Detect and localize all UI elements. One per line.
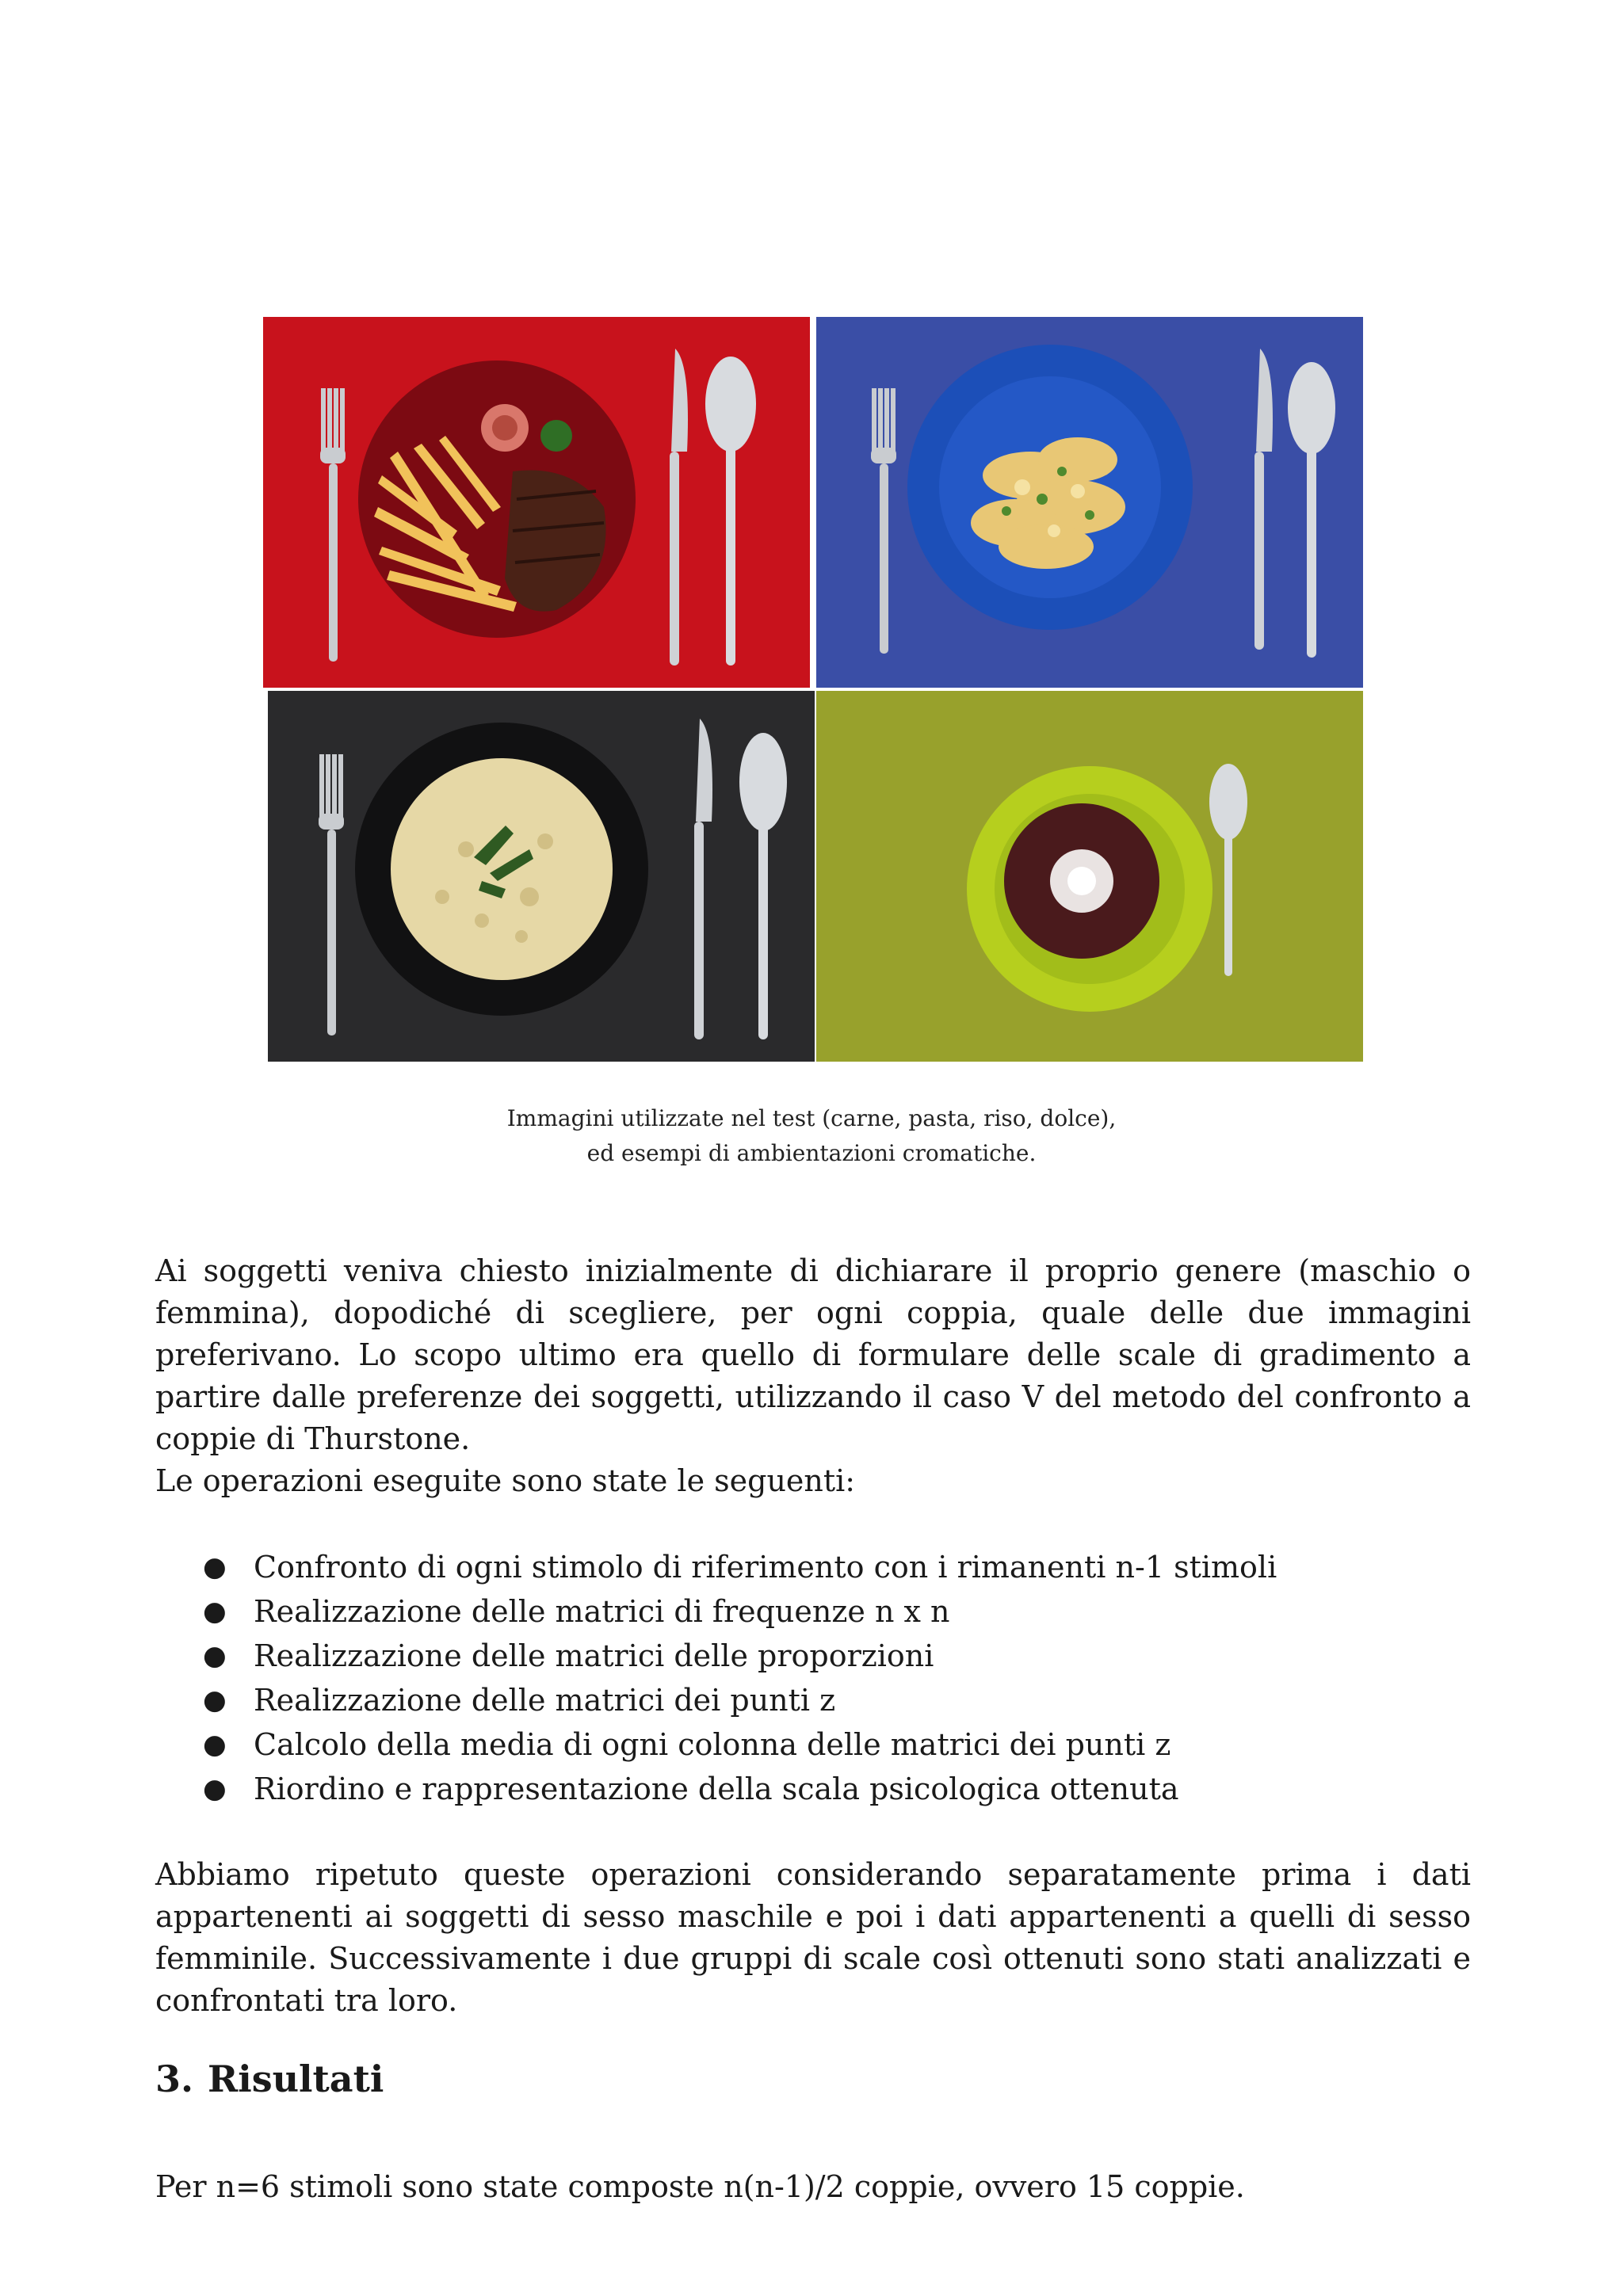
section-heading xyxy=(155,2055,384,2103)
meat-plate-image xyxy=(263,317,810,688)
intro-paragraph: Ai soggetti veniva chiesto inizialmente di dichiarare il proprio genere (maschio o femmina), dopodiché di scegliere, per ogni coppia, quale delle due immagini preferivano. Lo scopo ultimo era quello di formulare delle scale di gradimento a partire dalle preferenze dei soggetti, utilizzando il caso V del metodo del confronto a coppie di Thurstone. xyxy=(155,1253,1471,1456)
caption-line-1: Immagini utilizzate nel test (carne, pasta, riso, dolce), xyxy=(506,1105,1117,1131)
bullet-icon: ● xyxy=(203,1773,227,1805)
caption-line-2: ed esempi di ambientazioni cromatiche. xyxy=(586,1140,1037,1166)
list-item: ● Realizzazione delle matrici dei punti z xyxy=(155,1678,1471,1722)
results-paragraph: Per n=6 stimoli sono state composte n(n-1)/2 coppie, ovvero 15 coppie. xyxy=(155,2169,1245,2204)
bullet-icon: ● xyxy=(203,1684,227,1716)
list-item: ● Confronto di ogni stimolo di riferimento con i rimanenti n-1 stimoli xyxy=(155,1545,1471,1589)
operations-intro: Le operazioni eseguite sono state le seguenti: xyxy=(155,1463,856,1498)
list-item: ● Realizzazione delle matrici delle proporzioni xyxy=(155,1634,1471,1678)
stimuli-figure xyxy=(263,317,1363,1062)
figure-caption xyxy=(0,1101,1623,1171)
operations-list xyxy=(155,1545,1471,1811)
list-item: ● Riordino e rappresentazione della scala psicologica ottenuta xyxy=(155,1767,1471,1811)
list-item: ● Calcolo della media di ogni colonna delle matrici dei punti z xyxy=(155,1722,1471,1767)
bullet-icon: ● xyxy=(203,1640,227,1672)
pasta-plate-image xyxy=(816,317,1363,688)
risotto-plate-image xyxy=(268,691,815,1062)
section-title: Risultati xyxy=(208,2058,384,2100)
bullet-icon: ● xyxy=(203,1596,227,1627)
bullet-icon: ● xyxy=(203,1551,227,1583)
list-item: ● Realizzazione delle matrici di frequenze n x n xyxy=(155,1589,1471,1634)
bullet-icon: ● xyxy=(203,1729,227,1760)
dessert-plate-image xyxy=(816,691,1363,1062)
section-number: 3. xyxy=(155,2058,194,2100)
method-paragraph: Abbiamo ripetuto queste operazioni considerando separatamente prima i dati appartenenti ai soggetti di sesso maschile e poi i dati appartenenti a quelli di sesso femminile. Successivamente i due gruppi di scale così ottenuti sono stati analizzati e confrontati tra loro. xyxy=(155,1857,1471,2018)
